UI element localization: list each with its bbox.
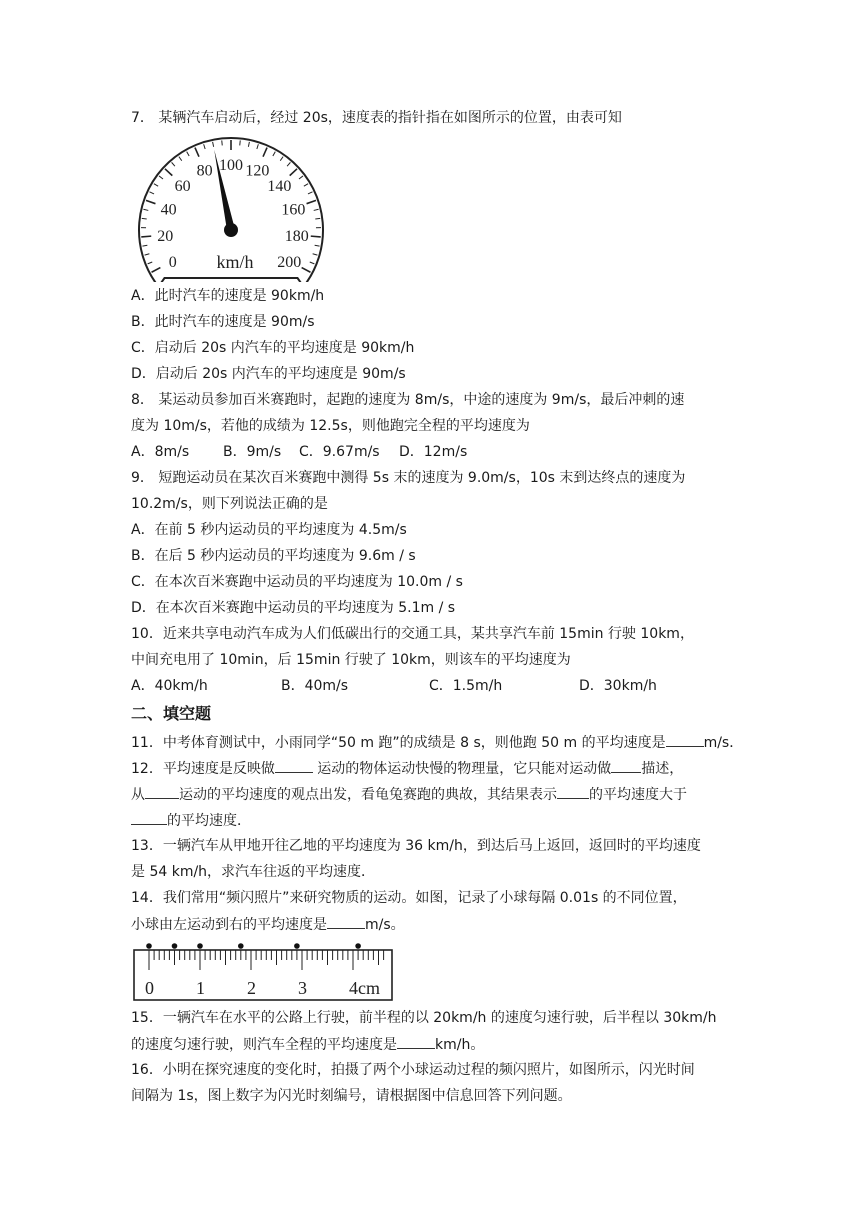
gauge-label: 0 [168,253,177,271]
gauge-label: 140 [267,178,292,196]
gauge-tick [213,142,214,147]
ruler-label: 3 [298,978,307,998]
gauge-tick [240,140,241,145]
q9-stem-line2: 10.2m/s，则下列说法正确的是 [131,496,328,512]
q12-text-b: 运动的物体运动快慢的物理量，它只能对运动做 [312,761,612,777]
gauge-tick [179,157,182,161]
gauge-tick [304,184,308,187]
gauge-tick [165,169,172,176]
q10-options [131,676,657,696]
q9-option-b: B．在后 5 秒内运动员的平均速度为 9.6m / s [131,548,416,564]
gauge-tick [148,262,153,264]
gauge-hub [224,223,238,237]
gauge-tick [287,162,290,166]
gauge-tick [195,148,199,157]
ruler-label: 4cm [349,978,380,998]
q9-option-d: D．在本次百米赛跑中运动员的平均速度为 5.1m / s [131,600,456,616]
gauge-label: 100 [219,157,243,174]
q12-line1 [131,758,683,779]
q10-option-a: A．40km/h [131,678,208,694]
q16-line1: 16．小明在探究速度的变化时，拍摄了两个小球运动过程的频闪照片，如图所示，闪光时间 [131,1062,695,1078]
gauge-tick [145,254,150,255]
gauge-unit: km/h [216,252,254,272]
q10-option-b: B．40m/s [281,678,349,694]
q12-text-f: 的平均速度大于 [589,787,687,803]
q10-option-c: C．1.5m/h [429,678,503,694]
gauge-tick [152,268,161,273]
q10-stem-line1: 10．近来共享电动汽车成为人们低碳出行的交通工具，某共享汽车前 15min 行驶 10km， [131,626,694,642]
strobe-dot [172,943,178,949]
q9-option-c: C．在本次百米赛跑中运动员的平均速度为 10.0m / s [131,574,463,590]
q8-stem-line1: 8． 某运动员参加百米赛跑时，起跑的速度为 8m/s，中途的速度为 9m/s，最后冲刺的速 [131,392,685,408]
gauge-tick [159,176,163,179]
q15-line2 [131,1034,484,1055]
q14-text: 小球由左运动到右的平均速度是 [131,917,327,933]
q13-line1: 13．一辆汽车从甲地开往乙地的平均速度为 36 km/h，到达后马上返回，返回时的平均速度 [131,838,701,854]
q14-blank[interactable] [327,914,365,929]
gauge-label: 160 [281,201,306,219]
gauge-label: 40 [160,201,177,219]
strobe-dot [294,943,300,949]
q12-line3 [131,810,251,831]
gauge-tick [142,218,147,219]
q9-option-a: A．在前 5 秒内运动员的平均速度为 4.5m/s [131,522,407,538]
gauge-tick [308,192,313,194]
q7-option-b: B．此时汽车的速度是 90m/s [131,314,315,330]
strobe-dot [146,943,152,949]
q16-line2: 间隔为 1s，图上数字为闪光时刻编号，请根据图中信息回答下列问题。 [131,1088,572,1104]
q8-option-a: A．8m/s [131,444,190,460]
gauge-tick [302,268,311,273]
gauge-tick [314,209,319,210]
gauge-tick [290,169,297,176]
q12-blank-5[interactable] [131,810,167,825]
q9-stem-line1: 9． 短跑运动员在某次百米赛跑中测得 5s 末的速度为 9.0m/s，10s 末到达终点的速度为 [131,470,686,486]
q14-line2 [131,914,405,935]
gauge-tick [263,148,267,157]
q11-text: 11．中考体育测试中，小雨同学“50 m 跑”的成绩是 8 s，则他跑 50 m 的平均速度是 [131,735,666,751]
q13-line2: 是 54 km/h，求汽车往返的平均速度． [131,864,376,880]
q8-option-c: C．9.67m/s [299,444,380,460]
gauge-tick [257,144,259,149]
gauge-tick [149,192,154,194]
q10-stem-line2: 中间充电用了 10min，后 15min 行驶了 10km，则该车的平均速度为 [131,652,571,668]
gauge-tick [204,144,206,149]
gauge-tick [146,200,155,203]
gauge-tick [280,157,283,161]
q7-stem: 7． 某辆汽车启动后，经过 20s，速度表的指针指在如图所示的位置，由表可知 [131,110,622,126]
ruler-figure [133,940,397,1002]
gauge-tick [143,209,148,210]
q8-stem-line2: 度为 10m/s，若他的成绩为 12.5s，则他跑完全程的平均速度为 [131,418,530,434]
q12-blank-4[interactable] [557,784,589,799]
section-title: 二、填空题 [131,704,212,723]
q15-blank[interactable] [397,1034,435,1049]
gauge-tick [222,140,223,145]
q11-blank[interactable] [666,732,704,747]
gauge-label: 120 [245,162,270,180]
gauge-tick [313,254,318,255]
q12-blank-2[interactable] [611,758,641,773]
gauge-tick [273,152,275,156]
q12-blank-1[interactable] [275,758,313,773]
q10-option-d: D．30km/h [579,678,657,694]
gauge-tick [172,162,175,166]
gauge-label: 80 [196,162,213,180]
q12-text-d: 从 [131,787,145,803]
gauge-tick [307,200,316,203]
q7-option-d: D．启动后 20s 内汽车的平均速度是 90m/s [131,366,406,382]
speedometer-figure [133,132,333,282]
gauge-tick [299,176,303,179]
gauge-tick [154,184,158,187]
gauge-label: 200 [277,253,302,271]
gauge-label: 60 [174,178,191,196]
q8-option-d: D．12m/s [399,444,468,460]
q15-line1: 15．一辆汽车在水平的公路上行驶，前半程的以 20km/h 的速度匀速行驶，后半程以 30km/h [131,1010,717,1026]
q8-option-b: B．9m/s [223,444,282,460]
q7-option-c: C．启动后 20s 内汽车的平均速度是 90km/h [131,340,415,356]
gauge-tick [315,245,320,246]
q12-text-e: 运动的平均速度的观点出发，看龟兔赛跑的典故，其结果表示 [179,787,557,803]
q12-text-c: 描述， [641,761,684,777]
q12-text-a: 12．平均速度是反映做 [131,761,275,777]
gauge-tick [142,245,147,246]
gauge-tick [311,236,321,237]
gauge-tick [141,236,151,237]
strobe-dot [197,943,203,949]
gauge-tick [248,142,249,147]
q14-line1: 14．我们常用“频闪照片”来研究物质的运动。如图，记录了小球每隔 0.01s 的不同位置， [131,890,687,906]
gauge-tick [315,218,320,219]
q12-text-g: 的平均速度． [167,813,251,829]
q12-line2 [131,784,687,805]
q11 [131,732,743,753]
q14-unit: m/s。 [365,917,405,933]
ruler-label: 0 [145,978,154,998]
q7-option-a: A．此时汽车的速度是 90km/h [131,288,325,304]
strobe-dot [238,943,244,949]
gauge-tick [187,152,189,156]
q15-text: 的速度匀速行驶，则汽车全程的平均速度是 [131,1037,397,1053]
q8-options [131,442,467,462]
q15-unit: km/h。 [435,1037,485,1053]
ruler-label: 2 [247,978,256,998]
gauge-tick [310,262,315,264]
ruler-label: 1 [196,978,205,998]
q12-blank-3[interactable] [145,784,179,799]
q11-unit: m/s． [703,735,744,751]
gauge-label: 180 [284,228,309,246]
strobe-dot [355,943,361,949]
gauge-label: 20 [157,228,174,246]
